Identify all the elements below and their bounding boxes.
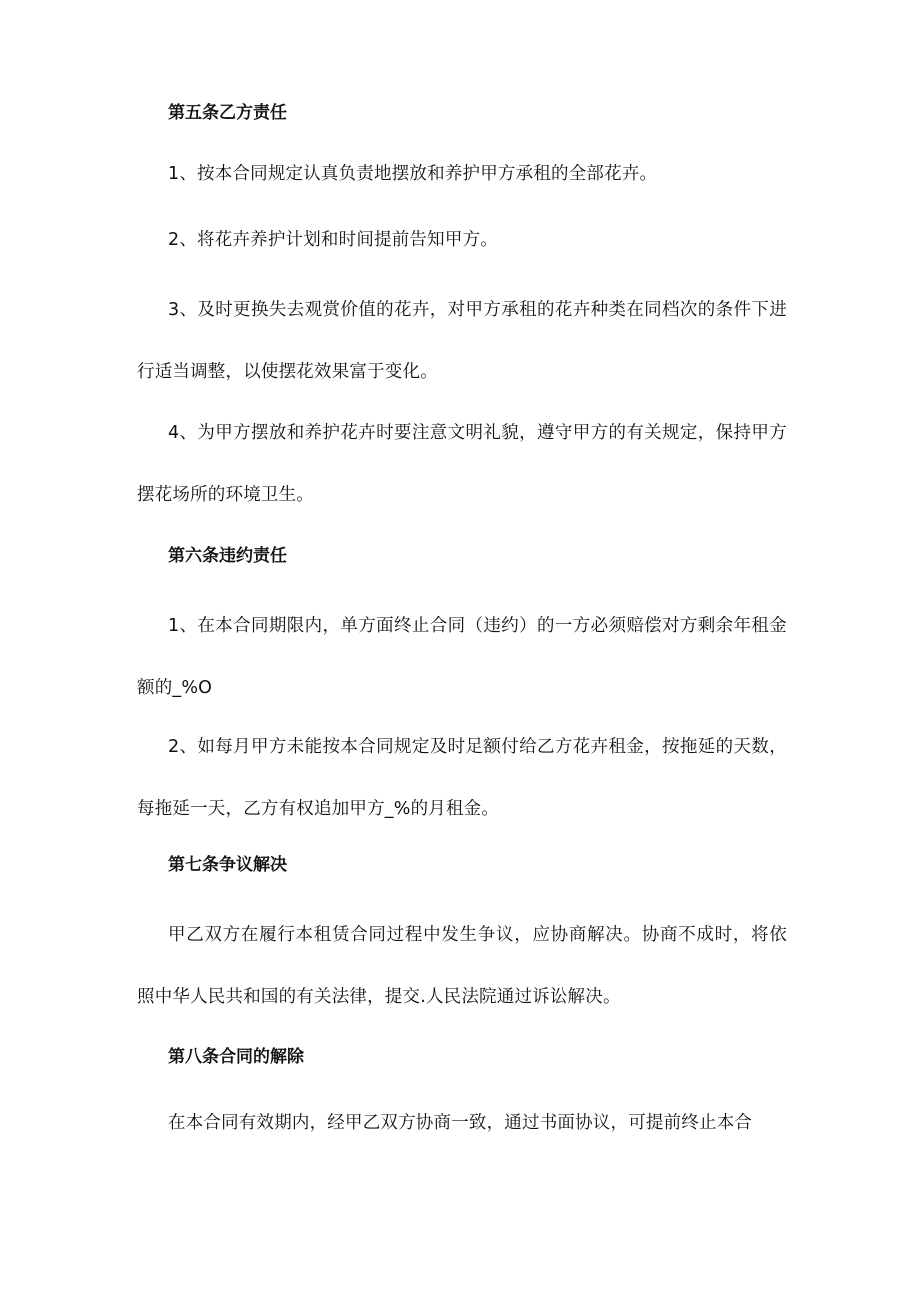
- section-7-paragraph: 甲乙双方在履行本租赁合同过程中发生争议，应协商解决。协商不成时，将依照中华人民共和国的有关法律，提交.人民法院通过诉讼解决。: [137, 925, 787, 1007]
- section-5-clause-3: 3、及时更换失去观赏价值的花卉，对甲方承租的花卉种类在同档次的条件下进行适当调整，以使摆花效果富于变化。: [137, 300, 787, 382]
- section-heading-6: 第六条违约责任: [168, 546, 287, 566]
- section-5-clause-4: 4、为甲方摆放和养护花卉时要注意文明礼貌，遵守甲方的有关规定，保持甲方摆花场所的环境卫生。: [137, 423, 787, 505]
- section-5-clause-2: 2、将花卉养护计划和时间提前告知甲方。: [168, 230, 498, 250]
- section-8-paragraph: 在本合同有效期内，经甲乙双方协商一致，通过书面协议，可提前终止本合: [168, 1113, 753, 1133]
- section-6-clause-1: 1、在本合同期限内，单方面终止合同（违约）的一方必须赔偿对方剩余年租金额的_%O: [137, 616, 787, 698]
- section-heading-8: 第八条合同的解除: [168, 1047, 304, 1067]
- section-6-clause-2: 2、如每月甲方未能按本合同规定及时足额付给乙方花卉租金，按拖延的天数，每拖延一天，乙方有权追加甲方_%的月租金。: [137, 737, 787, 819]
- section-heading-5: 第五条乙方责任: [168, 103, 287, 123]
- section-heading-7: 第七条争议解决: [168, 855, 287, 875]
- section-5-clause-1: 1、按本合同规定认真负责地摆放和养护甲方承租的全部花卉。: [168, 164, 658, 184]
